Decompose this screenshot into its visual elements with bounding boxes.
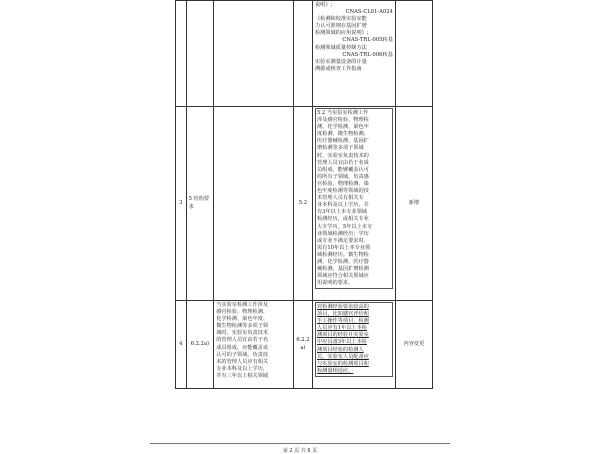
text-line: 并有三年以上相关领域: [216, 372, 269, 379]
remark-cell: [395, 1, 432, 107]
text-line: 《检测和校准实验室能: [314, 16, 367, 23]
text-line: 官检验、物理检测、染: [316, 180, 369, 187]
seq-cell: [176, 1, 187, 107]
text-line: 手工操作等项目，检测: [316, 318, 369, 325]
text-line: 中应具备3年以上本检: [316, 339, 367, 346]
text-line: 感官检验、物理检测、: [216, 309, 269, 316]
text-line: 测项目的经验且实验室: [316, 332, 369, 339]
text-line: 涉及感官检验、物理检: [316, 117, 369, 124]
text-line: CNAS-CL01-A024: [345, 9, 393, 16]
text-line: 械检测、基因扩增检测: [316, 266, 369, 273]
text-line: 与实验室的检测项目和: [316, 360, 369, 367]
text-line: 用说明的要求。: [316, 280, 354, 287]
text-line: 管理人员宜由若干名成: [316, 159, 369, 166]
new-clause-cell: 5.2: [293, 107, 312, 301]
text-line: CNAS-TRL-006转基: [342, 51, 393, 58]
text-line: 术的管理人员应有相关: [216, 358, 269, 365]
text-line: 大专学历，5年以上本专: [316, 223, 373, 230]
text-line: 度检测、微生物检测、: [316, 131, 369, 138]
new-clause-cell: 6.2.2a): [293, 301, 312, 389]
table-row: [176, 107, 433, 301]
text-line: 成员组成，应能覆盖该: [216, 344, 269, 351]
text-line: 说明》;: [314, 2, 333, 8]
old-text-cell: [214, 301, 294, 389]
old-text-cell: [214, 107, 294, 301]
remark-cell: 新增: [395, 107, 432, 301]
page-number: 第 2 页 共 6 页: [282, 448, 318, 454]
text-line: 检测领域质量控制方法: [314, 44, 367, 51]
text-line: 人员应有1年以上本检: [316, 325, 367, 332]
text-line: 需有10年以上本专业领: [316, 244, 371, 251]
text-line: 项目，比如感官评价和: [316, 311, 369, 318]
table-row: [176, 1, 433, 107]
text-line: 或专业不满足要求时，: [316, 237, 369, 244]
remark-cell: 内容变更: [395, 301, 432, 389]
seq-cell: 3: [176, 107, 187, 301]
text-line: 化学检测、染色牢度、: [216, 316, 269, 323]
footer-divider: [150, 443, 450, 444]
text-line: 色牢度检测等领域的技: [316, 188, 369, 195]
comparison-table: [175, 0, 433, 389]
text-line: 领域应符合相关领域应: [316, 273, 369, 280]
seq-cell: 4: [176, 301, 187, 389]
text-line: 增检测等多项子领域: [316, 145, 364, 152]
text-line: 认可的子领域。负责技: [216, 351, 269, 358]
text-line: 有3年以上本专业领域: [316, 209, 367, 216]
text-line: 测、化学检测、医疗器: [316, 258, 369, 265]
reference-list: [315, 2, 393, 73]
text-line: 业本科及以上学历，并: [316, 202, 369, 209]
table-row: [176, 301, 433, 389]
new-text-cell: [312, 1, 395, 107]
text-line: 检测经历，或相关专业: [316, 216, 369, 223]
text-line: 员组成，能够覆盖认可: [316, 166, 369, 173]
text-line: 检测领域的应用说明》;: [314, 30, 369, 37]
text-line: 术管理人员有相关专: [316, 195, 364, 202]
text-line: 测项目经验的检测人: [316, 346, 364, 353]
text-line: 专业本科及以上学历，: [216, 365, 269, 372]
text-line: 微生物检测等多项子领: [216, 323, 269, 330]
text-line: 溯源或核查工作指南: [314, 65, 362, 72]
new-text-cell: [312, 301, 395, 389]
text-line: 测、化学检测、染色牢: [316, 124, 369, 131]
text-line: 当实验室检测工作涉及: [216, 302, 269, 308]
text-line: 时，实验室负责技术的: [316, 152, 369, 159]
text-line: 业领域检测经历；学历: [316, 230, 369, 237]
text-line: 检测量相适应。: [316, 367, 354, 374]
text-line: 力认可准则在基因扩增: [314, 23, 367, 30]
old-text-cell: [214, 1, 294, 107]
text-line: 域检测经历。微生物检: [316, 251, 369, 258]
text-line: 实验室测量设备的计量: [314, 58, 367, 65]
new-text-block: [315, 302, 393, 377]
old-clause-cell: [186, 1, 214, 107]
text-line: 5.2 当实验室检测工作: [316, 110, 369, 116]
text-line: 员，实验室人员配备应: [316, 353, 369, 360]
old-clause-cell: 6.2.2a): [186, 301, 214, 389]
new-clause-cell: [293, 1, 312, 107]
new-text-block: [315, 108, 393, 289]
new-text-cell: [312, 107, 395, 301]
old-clause-cell: 5 结构要求: [186, 107, 214, 301]
text-line: 医疗器械检测、基因扩: [316, 138, 369, 145]
text-line: 域时，实验室负责技术: [216, 330, 269, 337]
text-line: 对检测经验要求较高的: [316, 304, 369, 310]
text-line: 的管理人员宜由若干名: [216, 337, 269, 344]
text-line: 的所有子领域，负责感: [316, 173, 369, 180]
text-line: CNAS-TRL-005转基: [342, 37, 393, 44]
